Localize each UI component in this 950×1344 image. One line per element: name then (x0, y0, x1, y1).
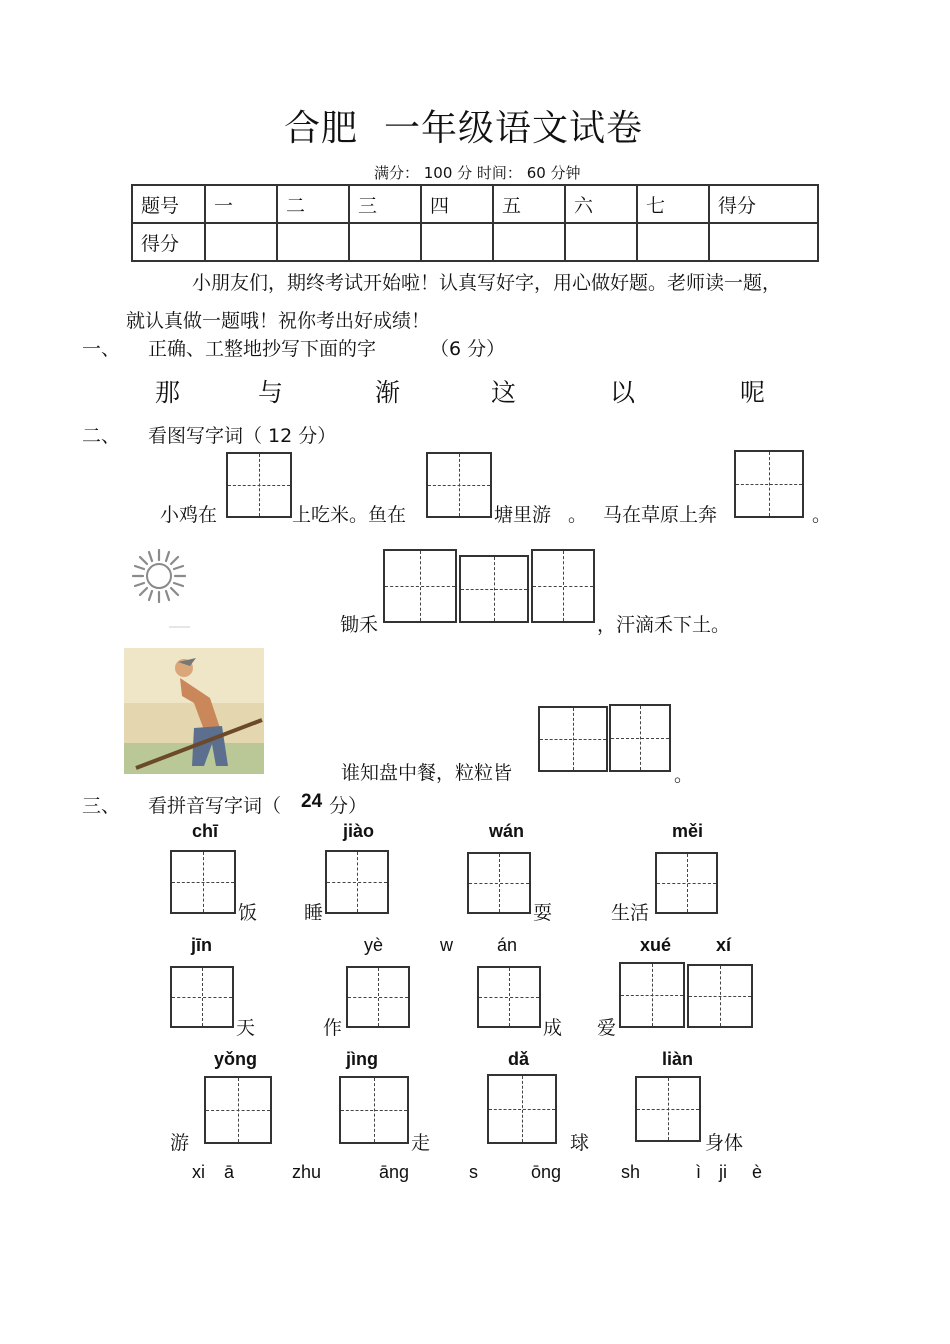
s2-text: 锄禾 (340, 614, 379, 636)
intro-line-2: 就认真做一题哦！祝你考出好成绩！ (126, 310, 431, 332)
copy-char: 这 (491, 378, 517, 407)
pinyin: ōng (531, 1162, 562, 1182)
score-header-row (132, 185, 818, 223)
writing-grid-box[interactable] (538, 706, 608, 772)
score-cell[interactable] (277, 223, 349, 261)
pinyin: liàn (662, 1049, 694, 1069)
pinyin: zhu (292, 1162, 322, 1182)
writing-grid-box[interactable] (467, 852, 531, 914)
pinyin: jīn (191, 935, 212, 955)
pinyin: xué (640, 935, 672, 955)
pinyin: yè (364, 935, 384, 955)
s2-text: 塘里游 (494, 504, 552, 526)
pinyin: jìng (346, 1049, 378, 1069)
writing-grid-box[interactable] (346, 966, 410, 1028)
pinyin: ā (224, 1162, 235, 1182)
pinyin: ji (719, 1162, 727, 1182)
word-part: 走 (411, 1132, 431, 1154)
pinyin: yǒng (214, 1049, 257, 1069)
writing-grid-box[interactable] (325, 850, 389, 914)
score-row-label: 得分 (132, 223, 205, 261)
section3-score-number: 24 (301, 791, 323, 812)
writing-grid-box[interactable] (687, 964, 753, 1028)
score-cell[interactable] (637, 223, 709, 261)
word-part: 生活 (611, 902, 650, 924)
writing-grid-box[interactable] (170, 966, 234, 1028)
section3-title: 看拼音写字词（ (148, 795, 282, 817)
word-part: 作 (323, 1017, 343, 1039)
section2-title: 看图写字词（ 12 分） (148, 425, 337, 447)
score-header-cell: 得分 (709, 185, 818, 223)
writing-grid-box[interactable] (383, 549, 457, 623)
score-cell[interactable] (205, 223, 277, 261)
score-cell[interactable] (565, 223, 637, 261)
writing-grid-box[interactable] (477, 966, 541, 1028)
pinyin: jiào (343, 821, 375, 841)
writing-grid-box[interactable] (655, 852, 718, 914)
pinyin: sh (621, 1162, 641, 1182)
word-part: 身体 (705, 1132, 744, 1154)
score-header-cell: 一 (205, 185, 277, 223)
score-header-cell: 三 (349, 185, 421, 223)
score-cell[interactable] (349, 223, 421, 261)
pinyin: ì (696, 1162, 702, 1182)
sun-icon (124, 547, 194, 629)
score-table (131, 184, 819, 262)
score-header-cell: 二 (277, 185, 349, 223)
pinyin: āng (379, 1162, 410, 1182)
word-part: 睡 (304, 902, 324, 924)
writing-grid-box[interactable] (531, 549, 595, 623)
pinyin: án (497, 935, 518, 955)
writing-grid-box[interactable] (734, 450, 804, 518)
writing-grid-box[interactable] (204, 1076, 272, 1144)
pinyin: s (469, 1162, 478, 1182)
copy-char: 渐 (375, 378, 401, 407)
score-cell[interactable] (709, 223, 818, 261)
copy-char: 呢 (740, 378, 766, 407)
s2-text: 马在草原上奔 (603, 504, 718, 526)
word-part: 成 (543, 1017, 563, 1039)
score-header-cell: 六 (565, 185, 637, 223)
score-value-row (132, 223, 818, 261)
word-part: 爱 (597, 1017, 617, 1039)
writing-grid-box[interactable] (226, 452, 292, 518)
s2-text: 上吃米。鱼在 (292, 504, 407, 526)
score-header-cell: 四 (421, 185, 493, 223)
section2-number: 二、 (82, 425, 121, 447)
writing-grid-box[interactable] (635, 1076, 701, 1142)
section1-score: （6 分） (430, 338, 506, 360)
section1-number: 一、 (82, 338, 121, 360)
s2-text: 。 (568, 504, 588, 526)
page-title: 一年级语文试卷 (384, 108, 644, 149)
pinyin: chī (192, 821, 219, 841)
s2-text: 小鸡在 (160, 504, 218, 526)
section1-title: 正确、工整地抄写下面的字 (148, 338, 377, 360)
intro-line-1: 小朋友们，期终考试开始啦！认真写好字，用心做好题。老师读一题， (192, 272, 782, 294)
pinyin: xí (716, 935, 732, 955)
word-part: 耍 (533, 902, 553, 924)
word-part: 球 (570, 1132, 590, 1154)
exam-meta: 满分： 100 分 时间： 60 分钟 (374, 164, 581, 182)
writing-grid-box[interactable] (426, 452, 492, 518)
copy-char: 以 (610, 378, 636, 407)
score-header-cell: 五 (493, 185, 565, 223)
score-cell[interactable] (493, 223, 565, 261)
writing-grid-box[interactable] (619, 962, 685, 1028)
writing-grid-box[interactable] (170, 850, 236, 914)
section3-number: 三、 (82, 795, 121, 817)
s2-text: ，汗滴禾下土。 (597, 614, 731, 636)
word-part: 天 (236, 1017, 256, 1039)
score-header-cell: 题号 (132, 185, 205, 223)
copy-char: 那 (155, 378, 181, 407)
pinyin: xi (192, 1162, 205, 1182)
farmer-hoeing-icon (124, 648, 264, 774)
writing-grid-box[interactable] (459, 555, 529, 623)
score-cell[interactable] (421, 223, 493, 261)
word-part: 饭 (238, 902, 258, 924)
section3-title-end: 分） (329, 795, 368, 817)
s2-text: 谁知盘中餐，粒粒皆 (341, 762, 513, 784)
writing-grid-box[interactable] (487, 1074, 557, 1144)
pinyin: wán (489, 821, 525, 841)
writing-grid-box[interactable] (609, 704, 671, 772)
s2-text: 。 (812, 504, 832, 526)
writing-grid-box[interactable] (339, 1076, 409, 1144)
word-part: 游 (170, 1132, 190, 1154)
pinyin: měi (672, 821, 704, 841)
pinyin: w (440, 935, 453, 955)
pinyin: è (752, 1162, 763, 1182)
score-header-cell: 七 (637, 185, 709, 223)
pinyin: dǎ (508, 1049, 530, 1069)
title-place: 合肥 (284, 108, 359, 149)
copy-char: 与 (258, 378, 284, 407)
s2-text: 。 (674, 764, 694, 786)
